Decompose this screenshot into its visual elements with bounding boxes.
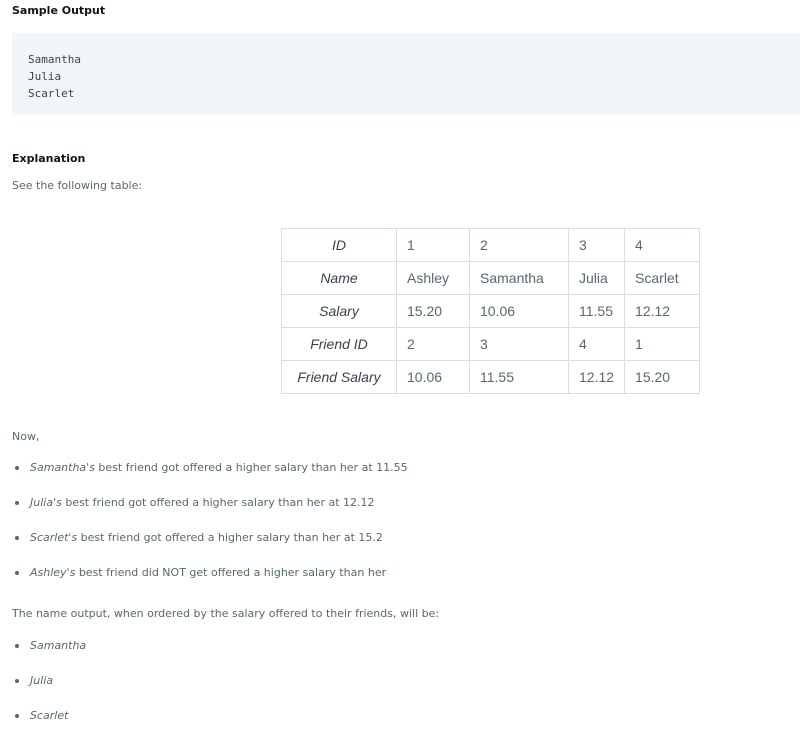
list-item [12, 565, 408, 600]
ordered-intro: The name output, when ordered by the salary offered to their friends, will be: [12, 607, 440, 620]
sample-output-heading: Sample Output [12, 4, 106, 17]
table-cell: 10.06 [397, 361, 470, 394]
ordered-name: Scarlet [30, 709, 69, 722]
table-cell: 12.12 [569, 361, 625, 394]
table-cell: 2 [470, 229, 569, 262]
table-row [282, 262, 700, 295]
list-item [12, 708, 86, 743]
code-line: Samantha [28, 53, 81, 66]
table-cell: Samantha [470, 262, 569, 295]
table-cell: 3 [470, 328, 569, 361]
table-cell: 11.55 [569, 295, 625, 328]
friend-name: Julia's [30, 496, 62, 509]
table-cell: 2 [397, 328, 470, 361]
table-cell: 4 [569, 328, 625, 361]
list-item [12, 638, 86, 673]
table-cell: Julia [569, 262, 625, 295]
bullet-icon [15, 571, 19, 575]
explanation-intro: See the following table: [12, 179, 143, 192]
table-row [282, 328, 700, 361]
table-row [282, 229, 700, 262]
row-header: Name [282, 262, 397, 295]
table-row [282, 361, 700, 394]
now-label: Now, [12, 430, 40, 443]
table-cell: 10.06 [470, 295, 569, 328]
table-cell: 15.20 [397, 295, 470, 328]
row-header: Friend Salary [282, 361, 397, 394]
sample-output-code-block [12, 33, 800, 115]
explanation-heading: Explanation [12, 152, 86, 165]
list-item [12, 673, 86, 708]
table-cell: 11.55 [470, 361, 569, 394]
row-header: Salary [282, 295, 397, 328]
list-item-text: best friend got offered a higher salary than her at 11.55 [94, 461, 408, 474]
table-cell: 1 [625, 328, 700, 361]
list-item [12, 495, 408, 530]
list-item-text: best friend got offered a higher salary than her at 15.2 [77, 531, 383, 544]
list-item [12, 530, 408, 565]
table-cell: 12.12 [625, 295, 700, 328]
ordered-names-list [12, 638, 86, 743]
bullet-icon [15, 714, 19, 718]
bullet-icon [15, 644, 19, 648]
table-cell: 15.20 [625, 361, 700, 394]
bullet-icon [15, 466, 19, 470]
friends-salary-table [281, 228, 700, 394]
code-line: Julia [28, 70, 62, 83]
list-item [12, 460, 408, 495]
table-cell: 1 [397, 229, 470, 262]
friend-name: Scarlet's [30, 531, 78, 544]
comparison-list [12, 460, 408, 600]
list-item-text: best friend got offered a higher salary than her at 12.12 [61, 496, 375, 509]
table-row [282, 295, 700, 328]
bullet-icon [15, 536, 19, 540]
code-line: Scarlet [28, 87, 75, 100]
row-header: ID [282, 229, 397, 262]
table-cell: 3 [569, 229, 625, 262]
list-item-text: best friend did NOT get offered a higher salary than her [75, 566, 387, 579]
bullet-icon [15, 679, 19, 683]
table-cell: Scarlet [625, 262, 700, 295]
friend-name: Ashley's [30, 566, 76, 579]
row-header: Friend ID [282, 328, 397, 361]
table-cell: 4 [625, 229, 700, 262]
ordered-name: Julia [30, 674, 54, 687]
table-cell: Ashley [397, 262, 470, 295]
friend-name: Samantha's [30, 461, 95, 474]
bullet-icon [15, 501, 19, 505]
ordered-name: Samantha [30, 639, 87, 652]
